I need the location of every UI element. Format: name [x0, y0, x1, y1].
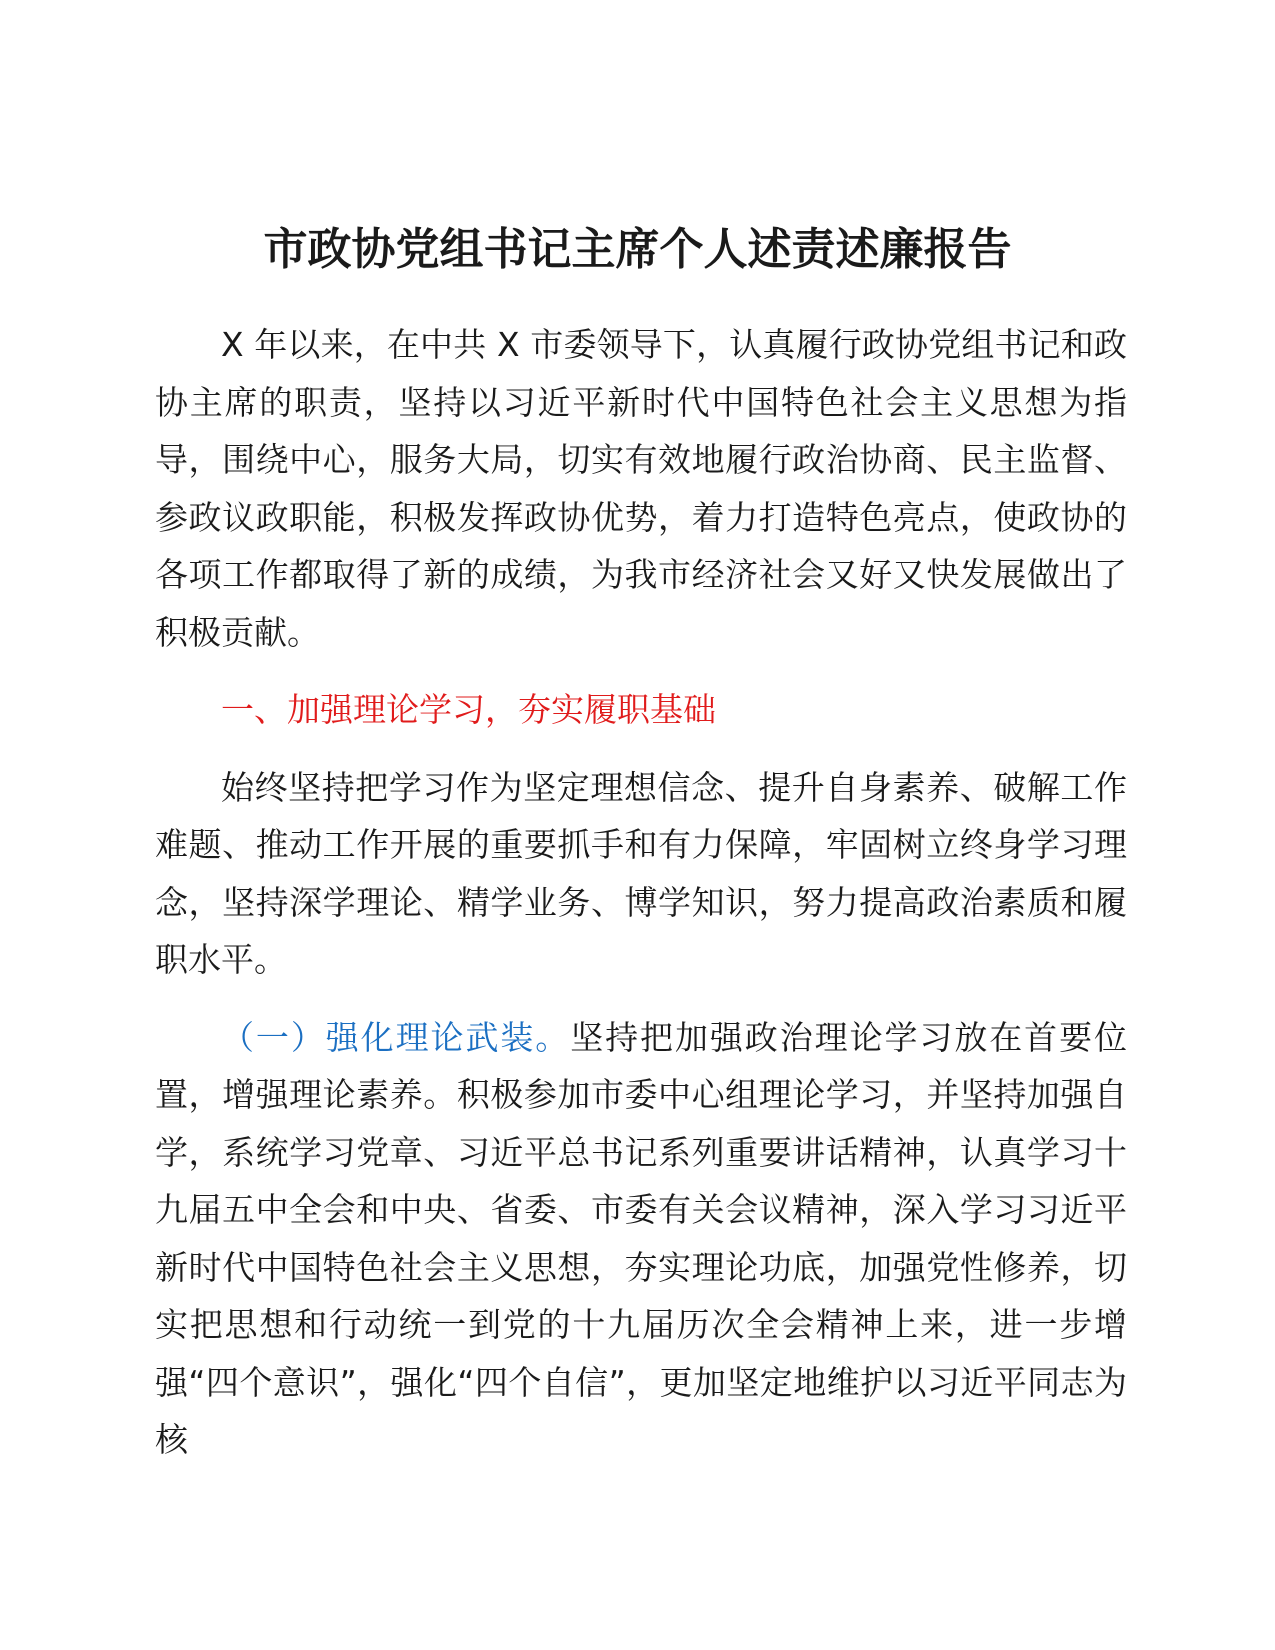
- intro-paragraph: X 年以来，在中共 X 市委领导下，认真履行政协党组书记和政协主席的职责，坚持以习近平新时代中国特色社会主义思想为指导，围绕中心，服务大局，切实有效地履行政治协商、民主监督、参政议政职能，积极发挥政协优势，着力打造特色亮点，使政协的各项工作都取得了新的成绩，为我市经济社会又好又快发展做出了积极贡献。: [155, 325, 1127, 652]
- subsection-1-body: 坚持把加强政治理论学习放在首要位置，增强理论素养。积极参加市委中心组理论学习，并坚持加强自学，系统学习党章、习近平总书记系列重要讲话精神，认真学习十九届五中全会和中央、省委、市委有关会议精神，深入学习习近平新时代中国特色社会主义思想，夯实理论功底，加强党性修养，切实把思想和行动统一到党的十九届历次全会精神上来，进一步增强“四个意识”，强化“四个自信”，更加坚定地维护以习近平同志为核: [155, 1017, 1128, 1459]
- subsection-1-label: （一）强化理论武装。: [221, 1017, 571, 1057]
- document-body: [155, 316, 1127, 1469]
- section-heading-1: 一、加强理论学习，夯实履职基础: [221, 690, 716, 729]
- subsection-1-paragraph: [155, 1009, 1127, 1469]
- document-title: 市政协党组书记主席个人述责述廉报告: [263, 224, 1012, 275]
- section-1-paragraph: 始终坚持把学习作为坚定理想信念、提升自身素养、破解工作难题、推动工作开展的重要抓手和有力保障，牢固树立终身学习理念，坚持深学理论、精学业务、博学知识，努力提高政治素质和履职水平。: [155, 767, 1127, 979]
